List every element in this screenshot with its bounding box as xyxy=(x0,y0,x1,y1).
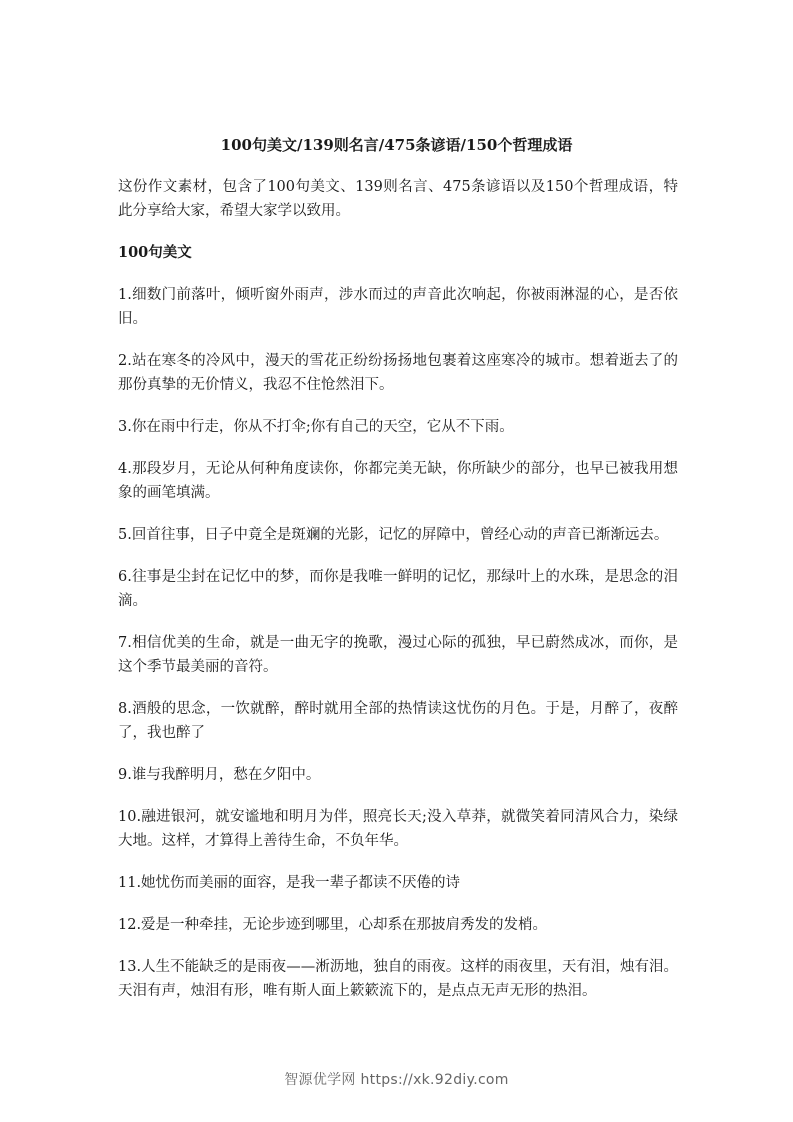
list-item: 2.站在寒冬的冷风中，漫天的雪花正纷纷扬扬地包裹着这座寒冷的城市。想着逝去了的那份真挚的无价情义，我忍不住怆然泪下。 xyxy=(118,353,678,393)
list-item: 10.融进银河，就安谧地和明月为伴，照亮长天;没入草莽，就微笑着同清风合力，染绿大地。这样，才算得上善待生命，不负年华。 xyxy=(118,809,678,849)
document-title: 100句美文/139则名言/475条谚语/150个哲理成语 xyxy=(220,136,573,154)
list-item: 12.爱是一种牵挂，无论步迹到哪里，心却系在那披肩秀发的发梢。 xyxy=(118,917,548,933)
list-item: 5.回首往事，日子中竟全是斑斓的光影，记忆的屏障中，曾经心动的声音已渐渐远去。 xyxy=(118,527,669,543)
footer-watermark: 智源优学网 https://xk.92diy.com xyxy=(284,1072,509,1088)
list-item: 7.相信优美的生命，就是一曲无字的挽歌，漫过心际的孤独，早已蔚然成冰，而你，是这个季节最美丽的音符。 xyxy=(118,635,678,675)
list-item: 9.谁与我醉明月，愁在夕阳中。 xyxy=(118,767,321,783)
list-item: 4.那段岁月，无论从何种角度读你，你都完美无缺，你所缺少的部分，也早已被我用想象的画笔填满。 xyxy=(118,461,678,501)
list-item: 13.人生不能缺乏的是雨夜——淅沥地，独自的雨夜。这样的雨夜里，天有泪，烛有泪。天泪有声，烛泪有形，唯有斯人面上簌簌流下的，是点点无声无形的热泪。 xyxy=(118,959,678,999)
list-item: 11.她忧伤而美丽的面容，是我一辈子都读不厌倦的诗 xyxy=(118,875,461,891)
section-heading: 100句美文 xyxy=(118,244,192,261)
list-item: 6.往事是尘封在记忆中的梦，而你是我唯一鲜明的记忆，那绿叶上的水珠，是思念的泪滴。 xyxy=(118,569,678,609)
list-item: 8.酒般的思念，一饮就醉，醉时就用全部的热情读这忧伤的月色。于是，月醉了，夜醉了，我也醉了 xyxy=(118,701,678,741)
document-body xyxy=(118,175,678,1021)
intro-paragraph: 这份作文素材，包含了100句美文、139则名言、475条谚语以及150个哲理成语，特此分享给大家，希望大家学以致用。 xyxy=(118,179,678,219)
list-item: 1.细数门前落叶，倾听窗外雨声，涉水而过的声音此次响起，你被雨淋湿的心，是否依旧。 xyxy=(118,287,678,327)
list-item: 3.你在雨中行走，你从不打伞;你有自己的天空，它从不下雨。 xyxy=(118,419,514,435)
